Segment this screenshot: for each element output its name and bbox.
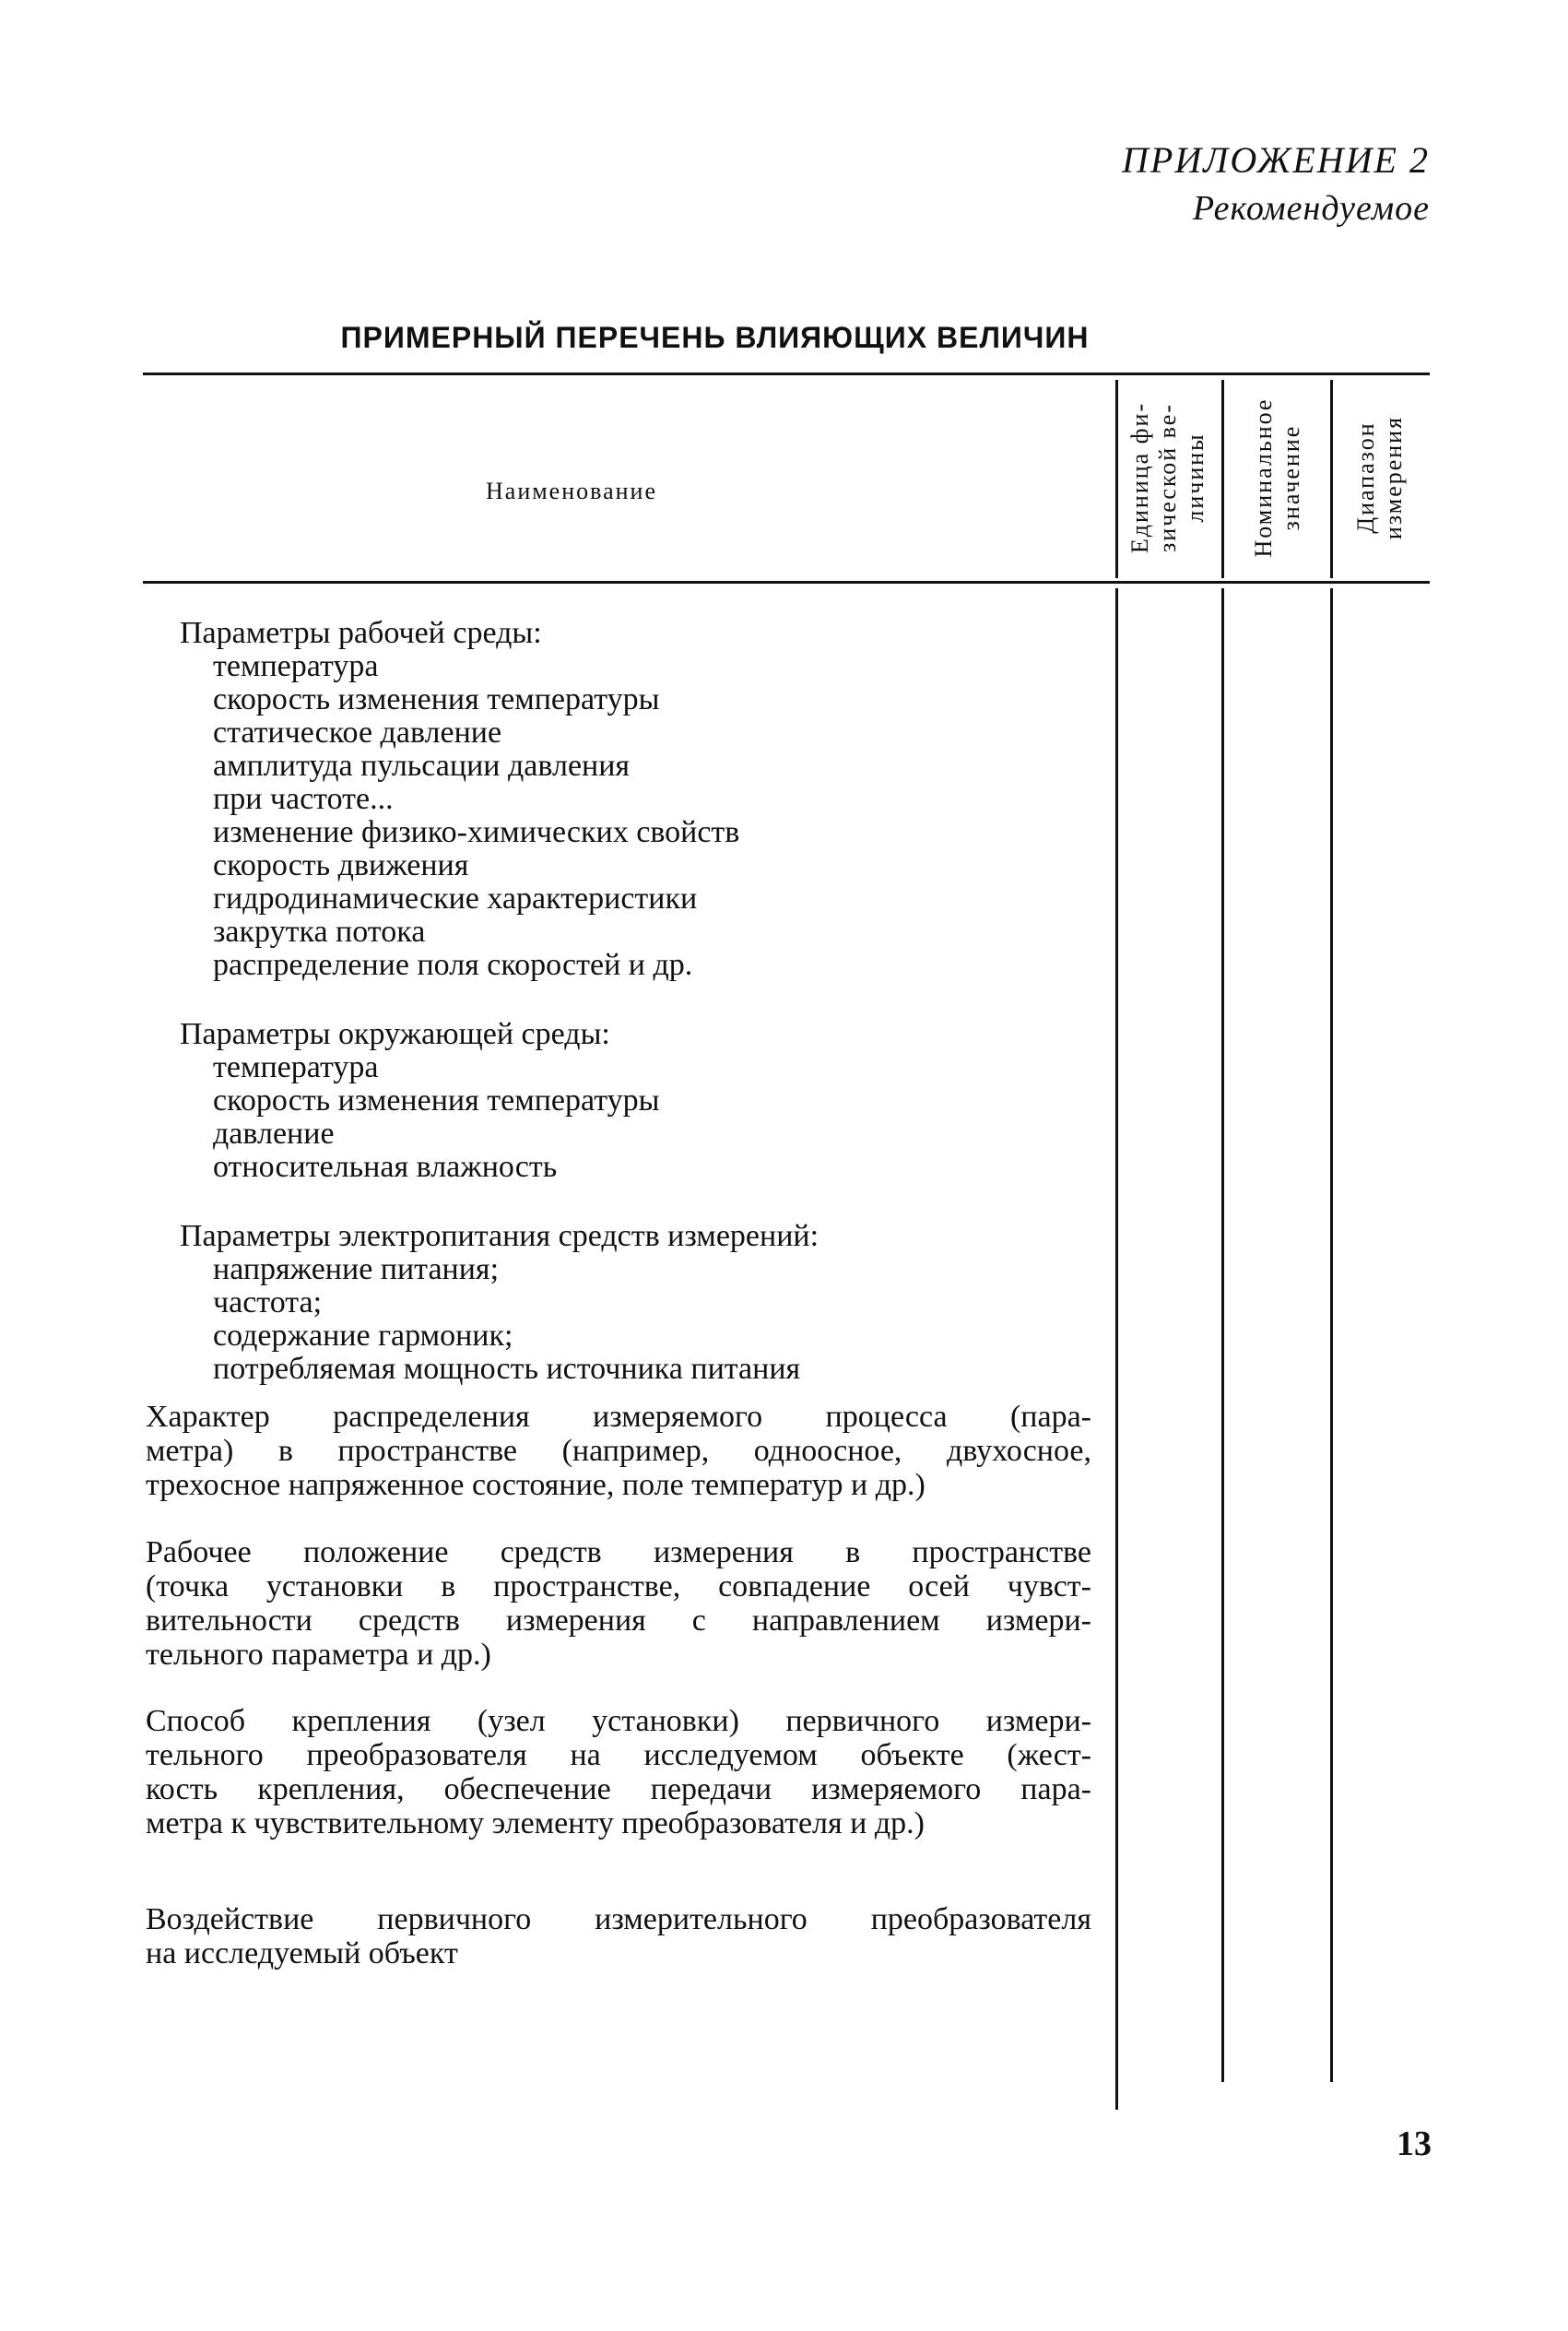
list-item: закрутка потока	[213, 915, 426, 949]
group-power-supply	[180, 1219, 1092, 1386]
column-divider-1-body	[1115, 588, 1118, 2110]
list-item: напряжение питания;	[213, 1252, 500, 1286]
list-item: скорость движения	[213, 848, 469, 882]
page-title	[0, 321, 1568, 355]
paragraph-line: вительности средств измерения с направлением измери-	[146, 1603, 1091, 1638]
list-item: частота;	[213, 1285, 323, 1319]
column-header-nominal-line-1: Номинальное	[1250, 397, 1277, 558]
appendix-header	[1122, 136, 1430, 232]
list-item: амплитуда пульсации давления	[213, 749, 631, 783]
paragraph-distribution	[146, 1400, 1091, 1502]
group-head: Параметры электропитания средств измерений:	[180, 1219, 819, 1253]
column-header-unit-line-1: Единица фи-	[1126, 401, 1153, 554]
paragraph-line: Рабочее положение средств измерения в пространстве	[146, 1535, 1091, 1569]
column-header-nominal-line-2: значение	[1278, 424, 1304, 531]
paragraph-line: кость крепления, обеспечение передачи измеряемого пара-	[146, 1772, 1091, 1806]
list-item: содержание гармоник;	[213, 1319, 513, 1353]
column-header-nominal	[1227, 362, 1328, 593]
column-divider-2-body	[1221, 588, 1224, 2082]
paragraph-line: Характер распределения измеряемого процесса (пара-	[146, 1400, 1091, 1434]
list-item: скорость изменения температуры	[213, 682, 660, 716]
paragraph-position	[146, 1535, 1091, 1672]
paragraph-line: тельного преобразователя на исследуемом объекте (жест-	[146, 1738, 1091, 1772]
list-item: относительная влажность	[213, 1150, 558, 1184]
paragraph-line: метра) в пространстве (например, одноосное, двухосное,	[146, 1434, 1091, 1468]
column-header-unit-line-2: зической ве-	[1154, 402, 1181, 553]
list-item: температура	[213, 649, 379, 683]
paragraph-line: трехосное напряженное состояние, поле температур и др.)	[146, 1468, 925, 1502]
appendix-label: ПРИЛОЖЕНИЕ 2	[1122, 139, 1430, 181]
column-header-range-line-2: измерения	[1380, 415, 1407, 540]
column-header-unit-line-3: личины	[1182, 432, 1208, 523]
list-item: скорость изменения температуры	[213, 1083, 660, 1118]
paragraph-line: метра к чувствительному элементу преобразователя и др.)	[146, 1806, 925, 1840]
column-divider-2	[1221, 380, 1224, 578]
column-divider-3-body	[1330, 588, 1333, 2082]
column-header-name: Наименование	[486, 478, 657, 504]
parameter-groups	[180, 616, 1092, 1386]
list-item: распределение поля скоростей и др.	[213, 948, 693, 982]
list-item: потребляемая мощность источника питания	[213, 1352, 801, 1386]
list-item: статическое давление	[213, 716, 502, 750]
paragraph-line: на исследуемый объект	[146, 1936, 458, 1970]
list-item: гидродинамические характеристики	[213, 882, 698, 916]
list-item: давление	[213, 1117, 335, 1151]
group-head: Параметры окружающей среды:	[180, 1017, 610, 1051]
list-item: изменение физико-химических свойств	[213, 815, 740, 849]
paragraph-mounting	[146, 1704, 1091, 1840]
group-working-medium	[180, 616, 1092, 982]
appendix-status: Рекомендуемое	[1192, 189, 1430, 228]
paragraph-line: Воздействие первичного измерительного преобразователя	[146, 1902, 1091, 1936]
paragraph-line: тельного параметра и др.)	[146, 1638, 491, 1672]
list-item: температура	[213, 1050, 379, 1084]
paragraph-line: (точка установки в пространстве, совпадение осей чувст-	[146, 1569, 1091, 1603]
page-number: 13	[1397, 2124, 1432, 2163]
column-header-range	[1329, 362, 1431, 593]
group-head: Параметры рабочей среды:	[180, 616, 542, 650]
group-ambient-medium	[180, 1017, 1092, 1184]
paragraph-influence	[146, 1902, 1091, 1970]
page-title-text: ПРИМЕРНЫЙ ПЕРЕЧЕНЬ ВЛИЯЮЩИХ ВЕЛИЧИН	[340, 321, 1090, 354]
list-item: при частоте...	[213, 782, 394, 816]
column-header-range-line-1: Диапазон	[1352, 421, 1379, 534]
column-header-unit	[1117, 362, 1219, 593]
paragraph-line: Способ крепления (узел установки) первичного измери-	[146, 1704, 1091, 1738]
